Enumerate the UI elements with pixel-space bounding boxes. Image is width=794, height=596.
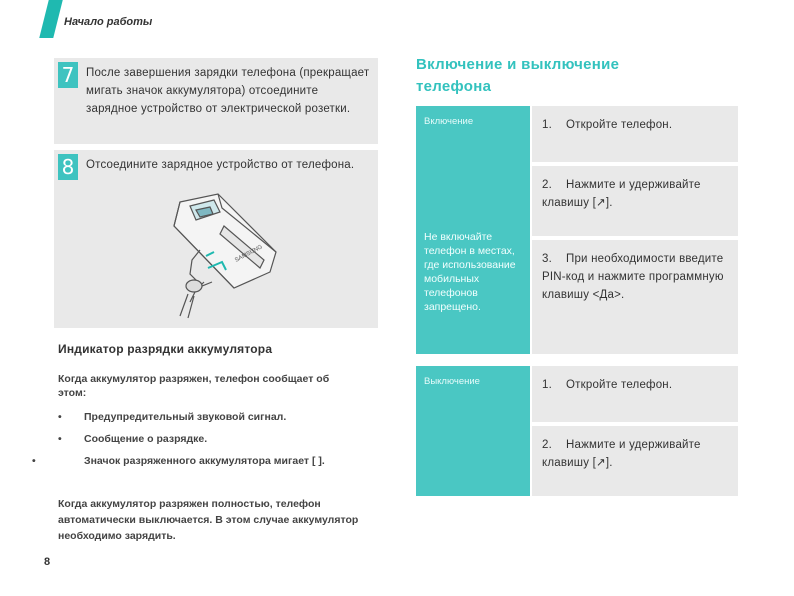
bullet-item: • Сообщение о разрядке.	[58, 433, 208, 445]
step-number: 7	[58, 62, 78, 88]
power-on-step	[532, 106, 738, 162]
power-off-step	[532, 426, 738, 496]
bullet-text: Предупредительный звуковой сигнал.	[84, 411, 287, 423]
bullet-text: Значок разряженного аккумулятора мигает [ ].	[84, 455, 325, 467]
step-index: 2.	[542, 179, 552, 191]
step-number: 8	[58, 154, 78, 180]
header-accent-bar	[39, 0, 62, 38]
step-text: Нажмите и удерживайте клавишу [	[542, 439, 701, 469]
step-text: После завершения зарядки телефона (прекращает мигать значок аккумулятора) отсоедините зарядное устройство от электрической розетки.	[86, 67, 370, 115]
bullet-item: • Предупредительный звуковой сигнал.	[58, 411, 287, 423]
step-index: 3.	[542, 253, 552, 265]
power-on-warning: Не включайте телефон в местах, где использование мобильных телефонов запрещено.	[424, 231, 516, 313]
step-text: Откройте телефон.	[566, 119, 673, 131]
power-on-step	[532, 166, 738, 236]
power-key-icon: ↗	[595, 197, 606, 209]
bullet-text: Сообщение о разрядке.	[84, 433, 208, 445]
power-on-label: Включение	[424, 116, 474, 127]
power-off-table	[416, 366, 738, 496]
bullet-item: • Значок разряженного аккумулятора мигает [ ].	[32, 455, 325, 467]
battery-section-title: Индикатор разрядки аккумулятора	[58, 342, 273, 356]
step-index: 1.	[542, 379, 552, 391]
power-off-step	[532, 366, 738, 422]
step-7	[54, 58, 378, 144]
power-on-label-cell	[416, 106, 530, 354]
step-text-end: ].	[605, 197, 613, 209]
phone-charger-illustration	[160, 190, 280, 320]
phone-brand-logo: SAMSUNG	[234, 244, 264, 264]
step-text: Откройте телефон.	[566, 379, 673, 391]
power-off-label: Выключение	[424, 376, 480, 387]
step-text: При необходимости введите PIN-код и нажмите программную клавишу <Да>.	[542, 253, 724, 301]
phone-illustration-svg	[160, 190, 280, 320]
step-index: 1.	[542, 119, 552, 131]
power-key-icon: ↗	[595, 457, 606, 469]
header-section-title: Начало работы	[64, 16, 153, 28]
step-index: 2.	[542, 439, 552, 451]
battery-intro: Когда аккумулятор разряжен, телефон сообщает об этом:	[58, 373, 330, 399]
power-on-step	[532, 240, 738, 354]
power-section-title: Включение и выключение телефона	[416, 56, 620, 95]
step-text-end: ].	[605, 457, 613, 469]
battery-outro: Когда аккумулятор разряжен полностью, телефон автоматически выключается. В этом случае аккумулятор необходимо зарядить.	[58, 498, 359, 542]
step-text: Отсоедините зарядное устройство от телефона.	[86, 159, 355, 171]
power-on-table	[416, 106, 738, 354]
section-header	[38, 0, 188, 38]
page-number: 8	[44, 556, 51, 568]
step-text: Нажмите и удерживайте клавишу [	[542, 179, 701, 209]
power-off-label-cell	[416, 366, 530, 496]
